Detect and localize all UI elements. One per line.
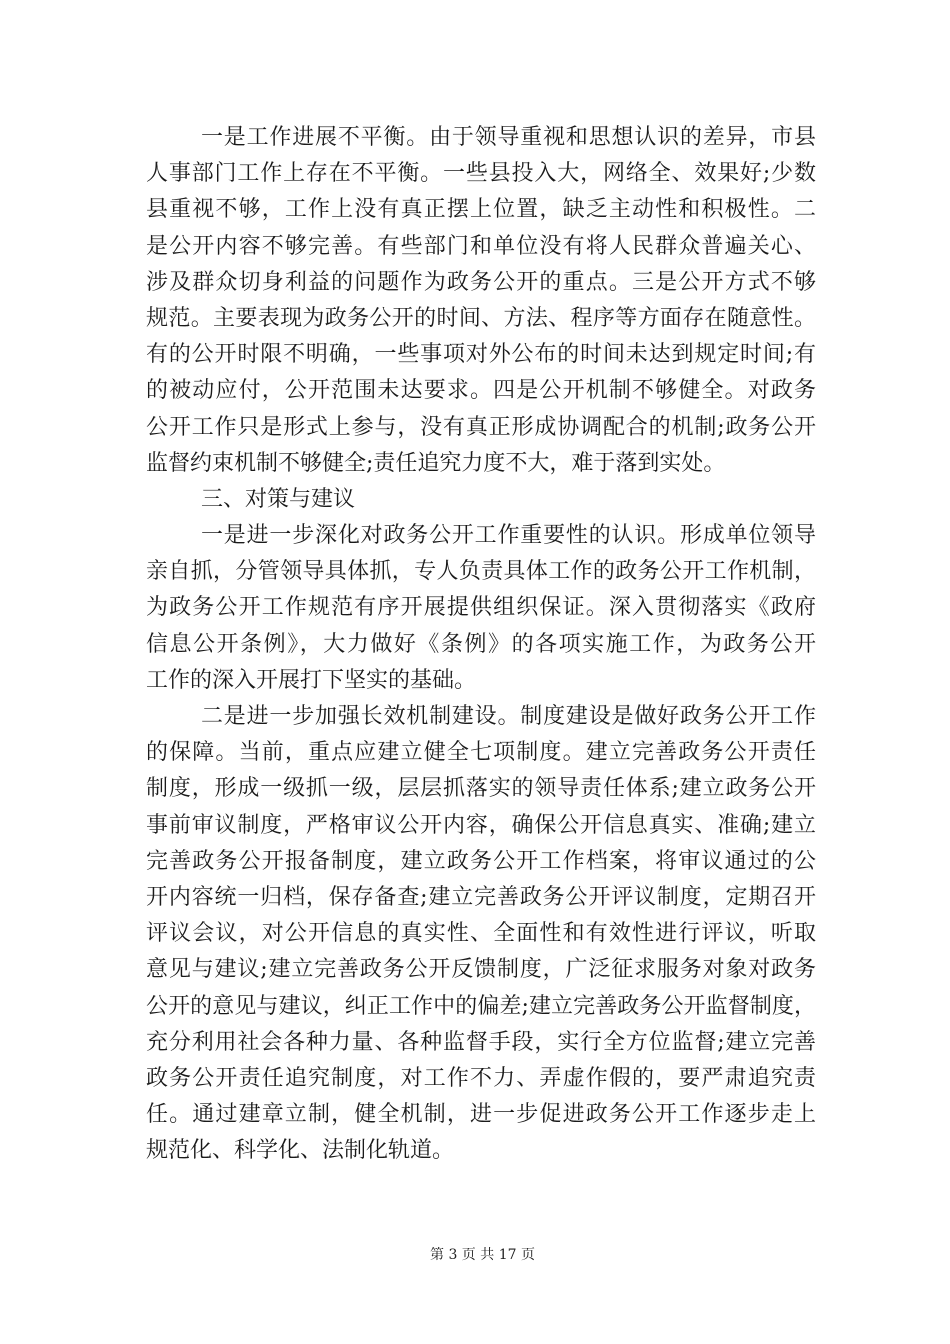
text-line: 评议会议，对公开信息的真实性、全面性和有效性进行评议，听取 <box>146 921 816 947</box>
text-line: 制度，形成一级抓一级，层层抓落实的领导责任体系;建立政务公开 <box>146 776 816 802</box>
text-line: 规范。主要表现为政务公开的时间、方法、程序等方面存在随意性。 <box>146 305 816 331</box>
text-line: 二是进一步加强长效机制建设。制度建设是做好政务公开工作 <box>201 704 816 729</box>
text-line: 亲自抓，分管领导具体抓，专人负责具体工作的政务公开工作机制， <box>146 559 816 585</box>
text-line: 有的公开时限不明确，一些事项对外公布的时间未达到规定时间;有 <box>146 342 816 368</box>
text-line: 一是进一步深化对政务公开工作重要性的认识。形成单位领导 <box>201 523 816 549</box>
page-number: 第 3 页 共 17 页 <box>430 1247 535 1263</box>
text-line: 充分利用社会各种力量、各种监督手段，实行全方位监督;建立完善 <box>146 1029 816 1055</box>
text-line: 完善政务公开报备制度，建立政务公开工作档案，将审议通过的公 <box>146 848 816 874</box>
text-line: 的保障。当前，重点应建立健全七项制度。建立完善政务公开责任 <box>146 740 816 766</box>
text-line: 政务公开责任追究制度，对工作不力、弄虚作假的，要严肃追究责 <box>146 1065 816 1091</box>
text-line: 县重视不够，工作上没有真正摆上位置，缺乏主动性和积极性。二 <box>146 197 816 223</box>
text-line: 开内容统一归档，保存备查;建立完善政务公开评议制度，定期召开 <box>146 884 816 910</box>
text-line: 监督约束机制不够健全;责任追究力度不大，难于落到实处。 <box>146 450 726 476</box>
text-line: 任。通过建章立制，健全机制，进一步促进政务公开工作逐步走上 <box>146 1102 816 1128</box>
text-line: 的被动应付，公开范围未达要求。四是公开机制不够健全。对政务 <box>146 378 816 404</box>
text-line: 公开的意见与建议，纠正工作中的偏差;建立完善政务公开监督制度， <box>146 993 816 1019</box>
page-footer <box>0 1244 950 1264</box>
text-line: 意见与建议;建立完善政务公开反馈制度，广泛征求服务对象对政务 <box>146 957 816 983</box>
text-line: 一是工作进展不平衡。由于领导重视和思想认识的差异，市县 <box>201 125 816 150</box>
text-line: 为政务公开工作规范有序开展提供组织保证。深入贯彻落实《政府 <box>146 595 816 621</box>
text-line: 三、对策与建议 <box>201 486 356 512</box>
text-line: 公开工作只是形式上参与，没有真正形成协调配合的机制;政务公开 <box>146 414 816 440</box>
text-line: 规范化、科学化、法制化轨道。 <box>146 1138 455 1164</box>
document-body <box>146 120 816 1169</box>
text-line: 信息公开条例》，大力做好《条例》的各项实施工作，为政务公开 <box>146 631 816 657</box>
text-line: 人事部门工作上存在不平衡。一些县投入大，网络全、效果好;少数 <box>146 161 816 187</box>
text-line: 工作的深入开展打下坚实的基础。 <box>146 667 477 693</box>
text-line: 是公开内容不够完善。有些部门和单位没有将人民群众普遍关心、 <box>146 233 816 259</box>
text-line: 涉及群众切身利益的问题作为政务公开的重点。三是公开方式不够 <box>146 269 816 295</box>
text-line: 事前审议制度，严格审议公开内容，确保公开信息真实、准确;建立 <box>146 812 816 838</box>
